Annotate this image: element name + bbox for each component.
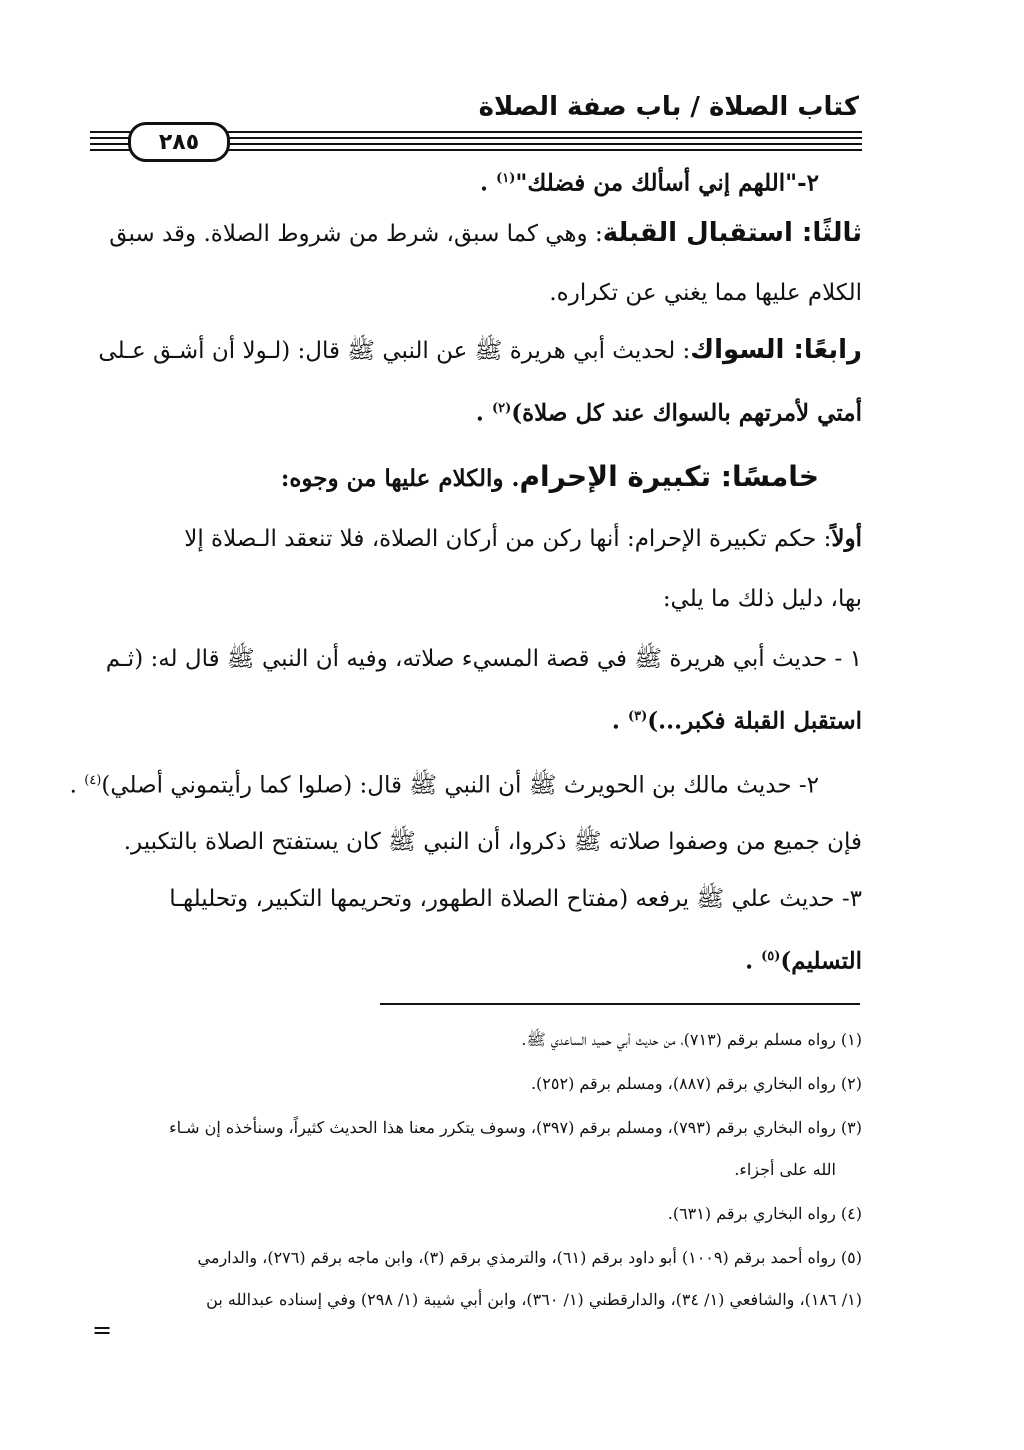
footnote: (٢) رواه البخاري برقم (٨٨٧)، ومسلم برقم (٢٥٢). [530,1074,862,1093]
footnote: (٥) رواه أحمد برقم (١٠٠٩) أبو داود برقم (٦١)، والترمذي برقم (٣)، وابن ماجه برقم (٢٧٦)، والدارمي [197,1248,862,1267]
continuation-mark: = [92,1316,113,1344]
body-line: ٣- حديث علي ﷺ يرفعه (مفتاح الصلاة الطهور، وتحريمها التكبير، وتحليلهـا [169,886,862,912]
body-line: استقبل القبلة فكبر...)$^{(٣)}$ . [611,707,862,735]
body-line: ثالثًا: استقبال القبلة: وهي كما سبق، شرط من شروط الصلاة. وقد سبق [109,218,862,248]
footnote: (١) رواه مسلم برقم (٧١٣)، من حديث أبي حميد الساعدي ﷺ. [521,1030,862,1049]
body-line: خامسًا: تكبيرة الإحرام. والكلام عليها من وجوه: [280,460,819,493]
footnote: الله على أجزاء. [734,1160,836,1179]
footnote-separator [380,1003,860,1005]
section-heading: ثالثًا: استقبال القبلة [602,218,862,248]
footnote: (٤) رواه البخاري برقم (٦٣١). [667,1204,862,1223]
section-heading: خامسًا: تكبيرة الإحرام [519,460,819,493]
body-line: الكلام عليها مما يغني عن تكراره. [549,280,862,306]
footnote: (٣) رواه البخاري برقم (٧٩٣)، ومسلم برقم (٣٩٧)، وسوف يتكرر معنا هذا الحديث كثيراً، وسنأخذه إن شـاء [169,1118,862,1137]
footnote: (١/ ١٨٦)، والشافعي (١/ ٣٤)، والدارقطني (١/ ٣٦٠)، وابن أبي شيبة (١/ ٢٩٨) وفي إسناده عبدالله بن [206,1290,862,1309]
body-line: التسليم)$^{(٥)}$ . [745,947,862,975]
running-header: كتاب الصلاة / باب صفة الصلاة [478,92,859,122]
body-line: أمتي لأمرتهم بالسواك عند كل صلاة)$^{(٢)}$ . [475,399,862,427]
body-line: ٢-"اللهم إني أسألك من فضلك"$^{(١)}$ . [480,169,819,197]
body-line: فإن جميع من وصفوا صلاته ﷺ ذكروا، أن النبي ﷺ كان يستفتح الصلاة بالتكبير. [123,829,862,855]
body-line: بها، دليل ذلك ما يلي: [662,586,862,612]
body-line: ١ - حديث أبي هريرة ﷺ في قصة المسيء صلاته، وفيه أن النبي ﷺ قال له: (ثـم [105,646,862,672]
body-line: ٢- حديث مالك بن الحويرث ﷺ أن النبي ﷺ قال: (صلوا كما رأيتموني أصلي)$^{(٤)}$ . [69,772,819,799]
subsection-heading: أولاً [831,525,862,552]
page-number: ٢٨٥ [128,122,230,162]
body-line: رابعًا: السواك: لحديث أبي هريرة ﷺ عن النبي ﷺ قال: (لـولا أن أشـق عـلى [98,335,862,365]
body-line: أولاً: حكم تكبيرة الإحرام: أنها ركن من أركان الصلاة، فلا تنعقد الـصلاة إلا [184,525,862,552]
section-heading: رابعًا: السواك [690,335,862,365]
